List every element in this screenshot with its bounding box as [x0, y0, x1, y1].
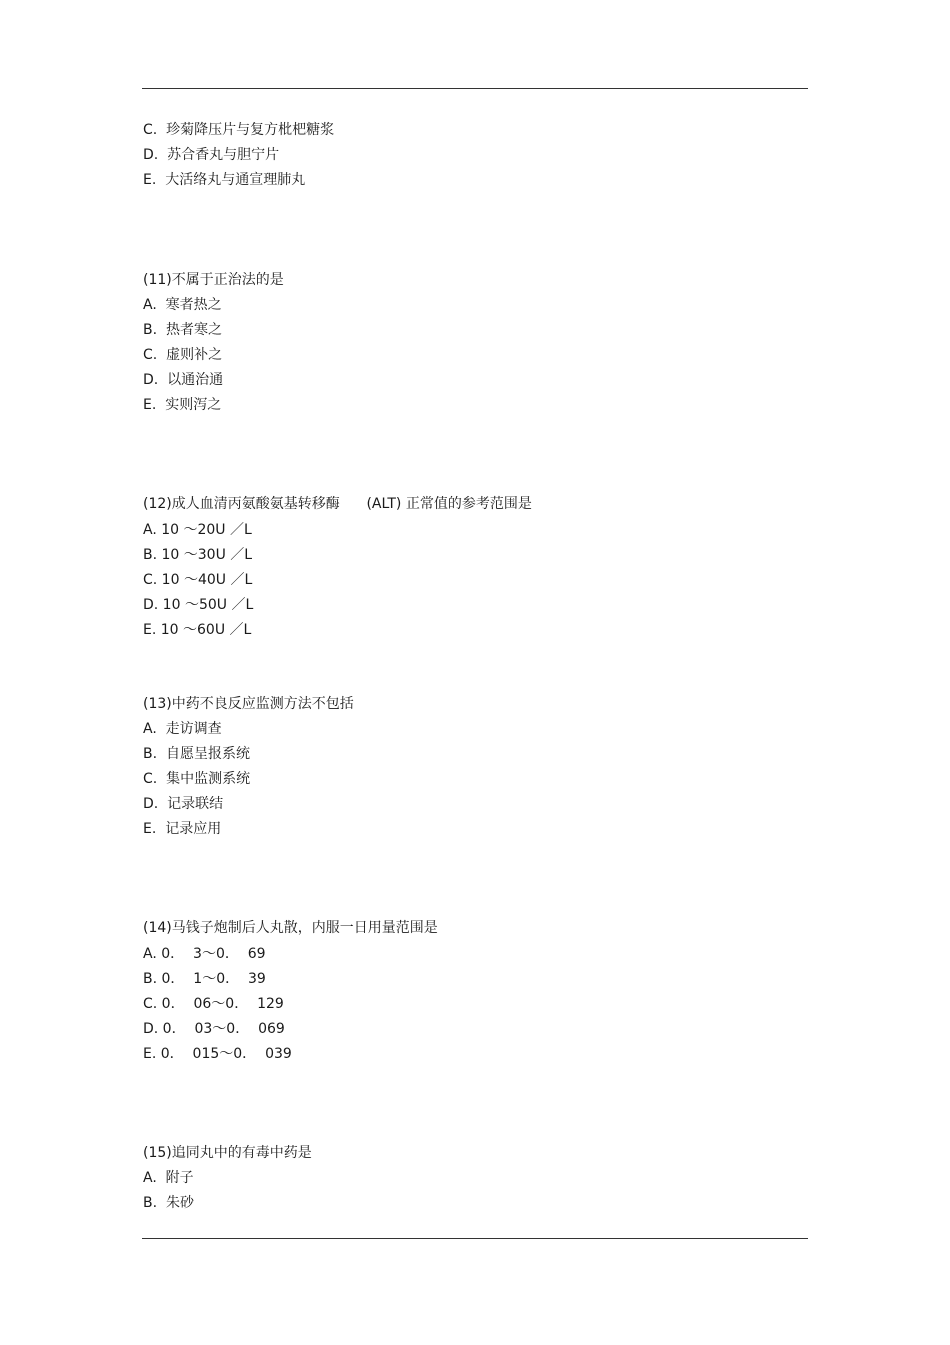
prev-option-c: C. 珍菊降压片与复方枇杷糖浆: [143, 122, 335, 138]
prev-option-d: D. 苏合香丸与胆宁片: [143, 147, 280, 163]
question-14-option-d: D. 0． 03～0． 069: [143, 1021, 285, 1037]
question-15-option-a: A. 附子: [143, 1170, 194, 1186]
question-14-option-e: E. 0． 015～0． 039: [143, 1046, 292, 1062]
question-14-option-b: B. 0． 1～0． 39: [143, 971, 266, 987]
question-14-option-c: C. 0． 06～0． 129: [143, 996, 284, 1012]
question-13-option-b: B. 自愿呈报系统: [143, 746, 250, 762]
header-rule: [142, 88, 808, 89]
question-11-option-a: A. 寒者热之: [143, 297, 222, 313]
question-11-option-b: B. 热者寒之: [143, 322, 222, 338]
question-12-stem: (12)成人血清丙氨酸氨基转移酶 (ALT) 正常值的参考范围是: [143, 496, 532, 512]
question-12-option-d: D. 10 ～50U ／L: [143, 597, 254, 613]
question-11-option-e: E. 实则泻之: [143, 397, 222, 413]
question-14-option-a: A. 0． 3～0． 69: [143, 946, 266, 962]
question-15-stem: (15)追同丸中的有毒中药是: [143, 1145, 312, 1161]
question-11-stem: (11)不属于正治法的是: [143, 272, 284, 288]
question-12-option-e: E. 10 ～60U ／L: [143, 622, 252, 638]
footer-rule: [142, 1238, 808, 1239]
question-15-option-b: B. 朱砂: [143, 1195, 194, 1211]
question-13-option-e: E. 记录应用: [143, 821, 222, 837]
question-13-option-a: A. 走访调查: [143, 721, 222, 737]
question-13-option-c: C. 集中监测系统: [143, 771, 251, 787]
question-14-stem: (14)马钱子炮制后人丸散，内服一日用量范围是: [143, 920, 438, 936]
question-13-stem: (13)中药不良反应监测方法不包括: [143, 696, 354, 712]
prev-option-e: E. 大活络丸与通宣理肺丸: [143, 172, 306, 188]
question-13-option-d: D. 记录联结: [143, 796, 224, 812]
question-12-option-c: C. 10 ～40U ／L: [143, 572, 253, 588]
question-11-option-c: C. 虚则补之: [143, 347, 223, 363]
question-12-option-b: B. 10 ～30U ／L: [143, 547, 253, 563]
question-12-option-a: A. 10 ～20U ／L: [143, 522, 252, 538]
question-11-option-d: D. 以通治通: [143, 372, 224, 388]
